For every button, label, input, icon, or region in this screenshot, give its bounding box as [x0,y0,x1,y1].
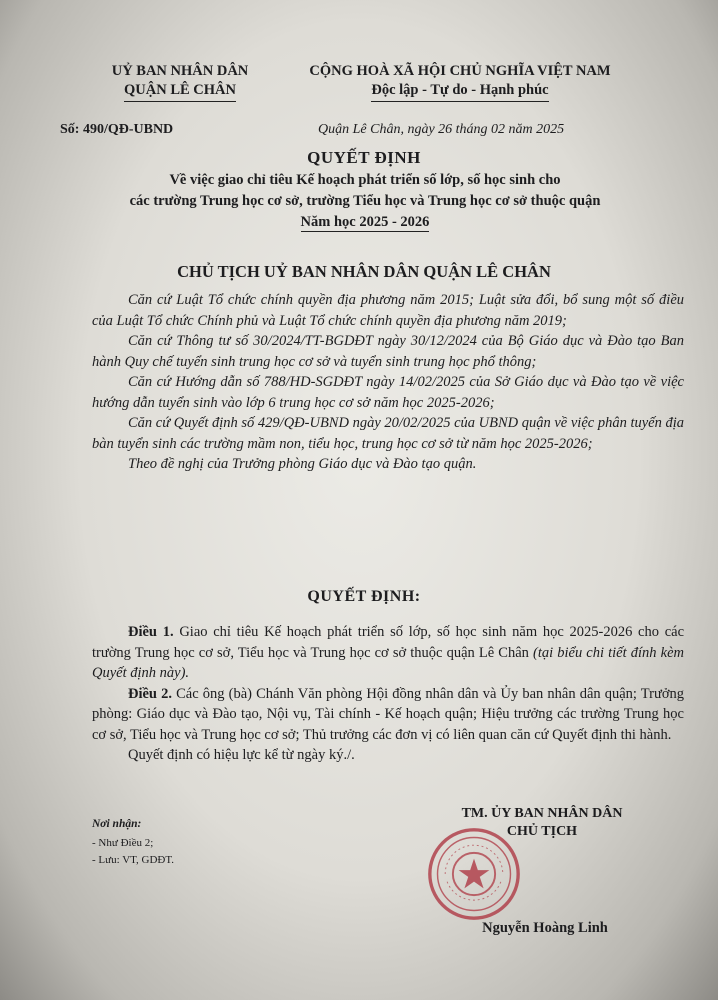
articles [92,622,684,766]
legal-bases [92,290,684,475]
signature-line-1: TM. ỦY BAN NHÂN DÂN [461,806,623,821]
article-2-text: Các ông (bà) Chánh Văn phòng Hội đồng nhân dân và Ủy ban nhân dân quận; Trưởng phòng: Giáo dục và Đào tạo, Nội vụ, Tài chính - Kế hoạch quận; Hiệu trưởng các trường Trung học cơ sở, Tiểu học và Trung học cơ sở; Thủ trưởng các đơn vị có liên quan căn cứ Quyết định thi hành. [92,685,685,743]
effective-clause: Quyết định có hiệu lực kể từ ngày ký./. [128,747,355,763]
document-header [30,62,698,137]
national-motto: Độc lập - Tự do - Hạnh phúc [371,81,548,102]
agency-line-1: UỶ BAN NHÂN DÂN [111,63,249,79]
article-1-label: Điều 1. [128,624,174,640]
recipient-item: - Lưu: VT, GDĐT. [92,854,175,866]
basis-paragraph: Theo đề nghị của Trưởng phòng Giáo dục và Đào tạo quận. [128,456,477,472]
subject-line-3: Năm học 2025 - 2026 [300,214,430,230]
article-2-label: Điều 2. [128,685,172,702]
basis-paragraph: Căn cứ Luật Tổ chức chính quyền địa phương năm 2015; Luật sửa đổi, bổ sung một số điều của Luật Tổ chức Chính phủ và Luật Tổ chức chính quyền địa phương năm 2019; [92,292,684,329]
basis-paragraph: Căn cứ Thông tư số 30/2024/TT-BGDĐT ngày 30/12/2024 của Bộ Giáo dục và Đào tạo Ban hành Quy chế tuyển sinh trung học cơ sở và tuyển sinh trung học phổ thông; [92,333,684,370]
document-subject [70,170,660,233]
signature-line-2: CHỦ TỊCH [506,824,578,839]
issuing-authority: CHỦ TỊCH UỶ BAN NHÂN DÂN QUẬN LÊ CHÂN [177,262,551,281]
recipient-item: - Như Điều 2; [92,837,154,849]
article-1-note: (tại biểu chi tiết đính kèm Quyết định này). [92,644,684,681]
basis-paragraph: Căn cứ Hướng dẫn số 788/HD-SGDĐT ngày 14/02/2025 của Sở Giáo dục và Đào tạo về việc hướng dẫn tuyển sinh vào lớp 6 trung học cơ sở năm học 2025-2026; [92,374,684,411]
document-title: QUYẾT ĐỊNH [307,148,421,167]
article-1 [92,622,684,684]
article-1-text: Giao chỉ tiêu Kế hoạch phát triển số lớp, số học sinh năm học 2025-2026 cho các trường Trung học cơ sở, Tiểu học và Trung học cơ sở thuộc quận Lê Chân [92,624,685,661]
issuing-agency [90,62,270,102]
official-seal-icon [426,826,522,922]
article-2 [92,684,684,746]
recipients-label: Nơi nhận: [92,818,142,830]
decision-heading: QUYẾT ĐỊNH: [307,588,421,605]
agency-line-2: QUẬN LÊ CHÂN [124,81,236,102]
national-title [280,62,640,102]
signer-name: Nguyễn Hoàng Linh [482,920,608,936]
decision-document [30,40,698,980]
issue-date: Quận Lê Chân, ngày 26 tháng 02 năm 2025 [318,122,565,137]
basis-paragraph: Căn cứ Quyết định số 429/QĐ-UBND ngày 20/02/2025 của UBND quận về việc phân tuyến địa bàn tuyển sinh các trường mầm non, tiểu học, trung học cơ sở từ năm học 2025-2026; [92,415,684,452]
country-name: CỘNG HOÀ XÃ HỘI CHỦ NGHĨA VIỆT NAM [309,63,611,79]
subject-line-2: các trường Trung học cơ sở, trường Tiểu học và Trung học cơ sở thuộc quận [129,193,601,209]
subject-line-1: Về việc giao chỉ tiêu Kế hoạch phát triển số lớp, số học sinh cho [169,172,561,188]
document-number: Số: 490/QĐ-UBND [60,122,174,137]
